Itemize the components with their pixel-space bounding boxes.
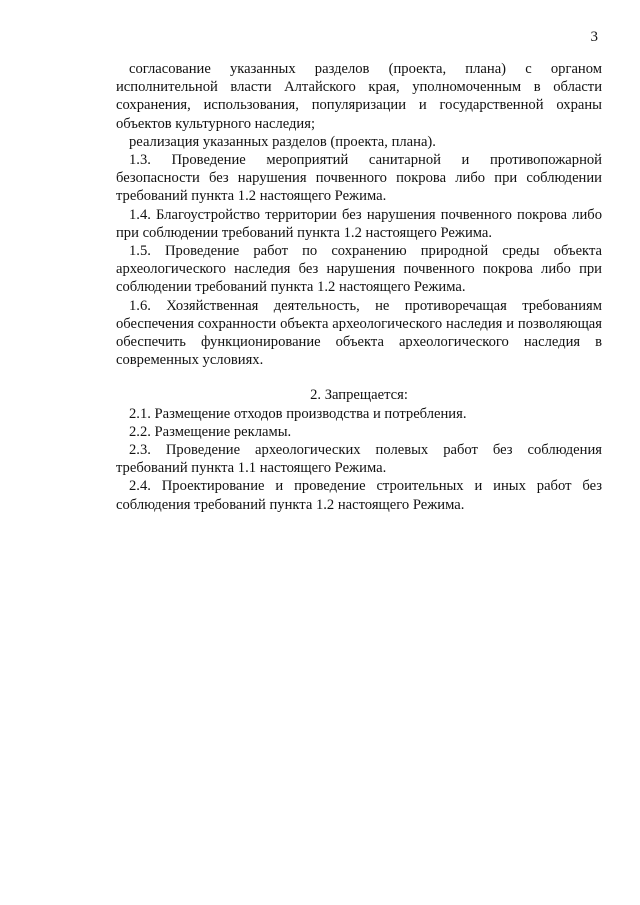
paragraph-implementation: реализация указанных разделов (проекта, плана). <box>129 133 436 150</box>
paragraph-1-3: 1.3. Проведение мероприятий санитарной и противопожарной безопасности без нарушения почвенного покрова либо при соблюдении требований пункта 1.2 настоящего Режима. <box>116 152 602 205</box>
paragraph-1-5: 1.5. Проведение работ по сохранению природной среды объекта археологического наследия без нарушения почвенного покрова либо при соблюдении требований пункта 1.2 настоящего Режима. <box>116 243 602 296</box>
paragraph-approval: согласование указанных разделов (проекта, плана) с органом исполнительной власти Алтайского края, уполномоченным в области сохранения, использования, популяризации и государственной охраны объектов культурного наследия; <box>116 61 602 132</box>
paragraph-2-3: 2.3. Проведение археологических полевых работ без соблюдения требований пункта 1.1 настоящего Режима. <box>116 442 602 477</box>
paragraph-1-6: 1.6. Хозяйственная деятельность, не противоречащая требованиям обеспечения сохранности объекта археологического наследия и позволяющая обеспечить функционирование объекта археологического наследия в современных условиях. <box>116 297 602 369</box>
document-body <box>116 60 602 514</box>
paragraph-2-4: 2.4. Проектирование и проведение строительных и иных работ без соблюдения требований пункта 1.2 настоящего Режима. <box>116 478 602 513</box>
paragraph-2-2: 2.2. Размещение рекламы. <box>129 423 292 440</box>
paragraph-2-1: 2.1. Размещение отходов производства и потребления. <box>129 405 467 422</box>
page-number: 3 <box>590 29 598 45</box>
section-2-heading: 2. Запрещается: <box>310 387 408 404</box>
paragraph-1-4: 1.4. Благоустройство территории без нарушения почвенного покрова либо при соблюдении требований пункта 1.2 настоящего Режима. <box>116 206 602 241</box>
